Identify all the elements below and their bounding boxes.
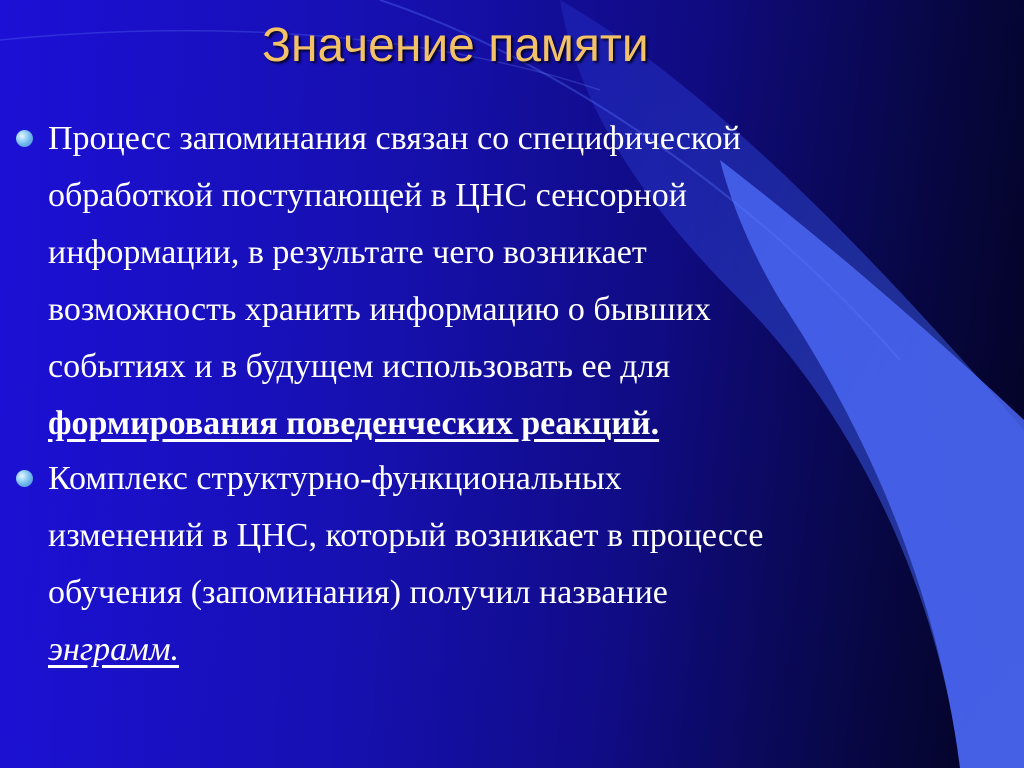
slide-title: Значение памяти: [262, 19, 649, 72]
bullet-item-engram: [48, 450, 1018, 678]
bullet-line: Процесс запоминания связан со специфической: [48, 120, 741, 157]
emphasis-text: формирования поведенческих реакций.: [48, 405, 660, 442]
bullet-line: информации, в результате чего возникает: [48, 234, 647, 271]
bullet-line: событиях и в будущем использовать ее для: [48, 348, 671, 385]
bullet-line-emphasis: [48, 395, 1018, 452]
bullet-line: обучения (запоминания) получил название: [48, 574, 668, 611]
bullet-line: возможность хранить информацию о бывших: [48, 291, 711, 328]
bullet-dot-icon: [16, 470, 33, 487]
emphasis-text: энграмм.: [48, 631, 180, 668]
bullet-line: Комплекс структурно-функциональных: [48, 460, 622, 497]
bullet-dot-icon: [16, 130, 33, 147]
bullet-line-emphasis: [48, 621, 1018, 678]
bullet-line: изменений в ЦНС, который возникает в процессе: [48, 517, 764, 554]
bullet-line: обработкой поступающей в ЦНС сенсорной: [48, 177, 687, 214]
bullet-item-memory-process: [48, 110, 1018, 452]
